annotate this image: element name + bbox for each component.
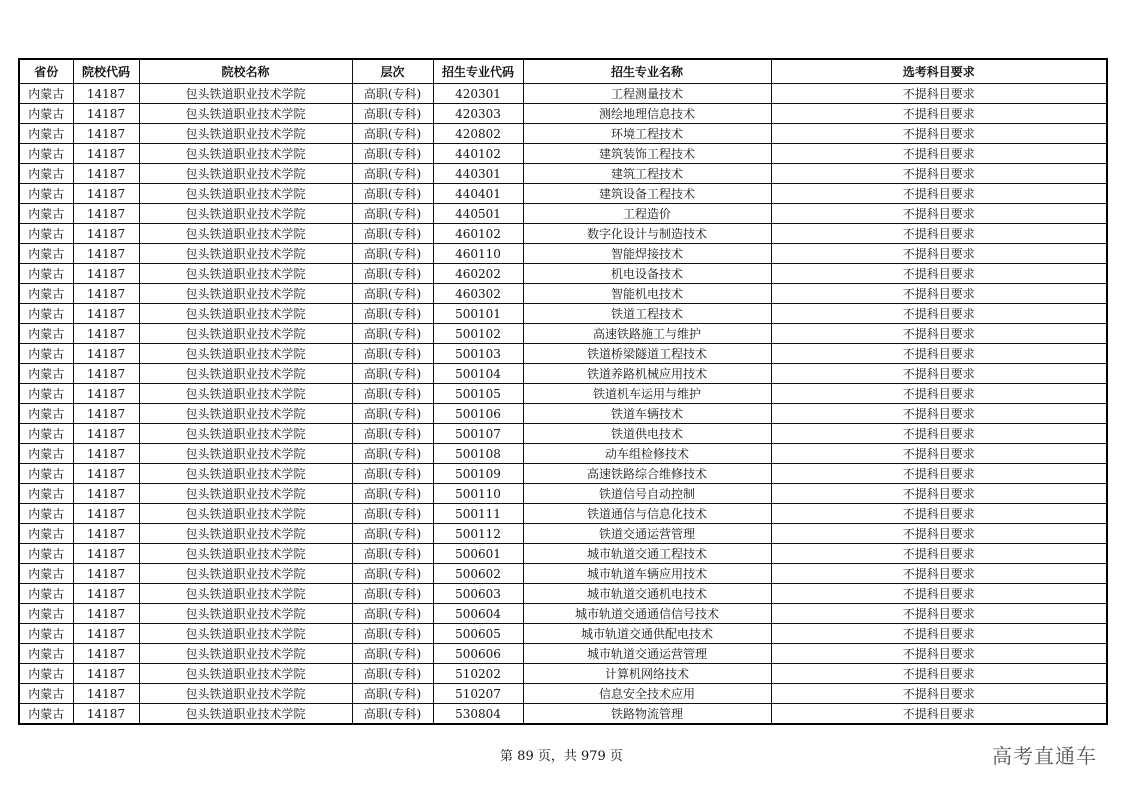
table-row bbox=[19, 304, 1107, 324]
cell-province: 内蒙古 bbox=[19, 584, 73, 604]
cell-school-code: 14187 bbox=[73, 224, 139, 244]
cell-school-code: 14187 bbox=[73, 264, 139, 284]
cell-school-code: 14187 bbox=[73, 644, 139, 664]
cell-level: 高职(专科) bbox=[352, 624, 433, 644]
cell-subject-requirement: 不提科目要求 bbox=[771, 644, 1107, 664]
cell-level: 高职(专科) bbox=[352, 84, 433, 104]
header-level: 层次 bbox=[352, 59, 433, 84]
cell-province: 内蒙古 bbox=[19, 184, 73, 204]
cell-major-code: 500108 bbox=[433, 444, 523, 464]
cell-province: 内蒙古 bbox=[19, 484, 73, 504]
cell-subject-requirement: 不提科目要求 bbox=[771, 304, 1107, 324]
cell-school-code: 14187 bbox=[73, 424, 139, 444]
cell-major-code: 500604 bbox=[433, 604, 523, 624]
cell-school-code: 14187 bbox=[73, 704, 139, 725]
cell-major-code: 500109 bbox=[433, 464, 523, 484]
cell-school-code: 14187 bbox=[73, 524, 139, 544]
cell-level: 高职(专科) bbox=[352, 684, 433, 704]
cell-major-name: 城市轨道交通工程技术 bbox=[523, 544, 771, 564]
cell-school-code: 14187 bbox=[73, 444, 139, 464]
cell-level: 高职(专科) bbox=[352, 284, 433, 304]
table-header-row bbox=[19, 59, 1107, 84]
cell-major-code: 500111 bbox=[433, 504, 523, 524]
cell-subject-requirement: 不提科目要求 bbox=[771, 184, 1107, 204]
cell-school-name: 包头铁道职业技术学院 bbox=[139, 184, 352, 204]
cell-school-code: 14187 bbox=[73, 464, 139, 484]
cell-province: 内蒙古 bbox=[19, 544, 73, 564]
watermark-logo: 高考直通车 bbox=[992, 744, 1097, 768]
cell-school-name: 包头铁道职业技术学院 bbox=[139, 444, 352, 464]
cell-major-code: 500112 bbox=[433, 524, 523, 544]
cell-subject-requirement: 不提科目要求 bbox=[771, 524, 1107, 544]
cell-major-name: 城市轨道车辆应用技术 bbox=[523, 564, 771, 584]
cell-major-code: 440401 bbox=[433, 184, 523, 204]
table-row bbox=[19, 684, 1107, 704]
table-row bbox=[19, 144, 1107, 164]
cell-province: 内蒙古 bbox=[19, 684, 73, 704]
cell-major-code: 460202 bbox=[433, 264, 523, 284]
cell-level: 高职(专科) bbox=[352, 464, 433, 484]
table-row bbox=[19, 624, 1107, 644]
table-row bbox=[19, 524, 1107, 544]
cell-school-code: 14187 bbox=[73, 564, 139, 584]
cell-school-name: 包头铁道职业技术学院 bbox=[139, 404, 352, 424]
cell-school-code: 14187 bbox=[73, 124, 139, 144]
cell-major-code: 500110 bbox=[433, 484, 523, 504]
cell-school-code: 14187 bbox=[73, 284, 139, 304]
cell-major-name: 数字化设计与制造技术 bbox=[523, 224, 771, 244]
cell-province: 内蒙古 bbox=[19, 644, 73, 664]
cell-subject-requirement: 不提科目要求 bbox=[771, 84, 1107, 104]
cell-school-code: 14187 bbox=[73, 684, 139, 704]
cell-level: 高职(专科) bbox=[352, 224, 433, 244]
table-row bbox=[19, 704, 1107, 725]
table-row bbox=[19, 324, 1107, 344]
cell-school-name: 包头铁道职业技术学院 bbox=[139, 104, 352, 124]
cell-school-name: 包头铁道职业技术学院 bbox=[139, 84, 352, 104]
cell-province: 内蒙古 bbox=[19, 324, 73, 344]
cell-province: 内蒙古 bbox=[19, 124, 73, 144]
cell-school-name: 包头铁道职业技术学院 bbox=[139, 524, 352, 544]
cell-major-code: 420303 bbox=[433, 104, 523, 124]
table-row bbox=[19, 384, 1107, 404]
cell-school-name: 包头铁道职业技术学院 bbox=[139, 464, 352, 484]
cell-major-name: 铁道供电技术 bbox=[523, 424, 771, 444]
table-row bbox=[19, 364, 1107, 384]
cell-subject-requirement: 不提科目要求 bbox=[771, 704, 1107, 725]
cell-level: 高职(专科) bbox=[352, 164, 433, 184]
cell-school-code: 14187 bbox=[73, 584, 139, 604]
table-row bbox=[19, 84, 1107, 104]
cell-subject-requirement: 不提科目要求 bbox=[771, 104, 1107, 124]
cell-major-name: 城市轨道交通运营管理 bbox=[523, 644, 771, 664]
cell-subject-requirement: 不提科目要求 bbox=[771, 664, 1107, 684]
cell-province: 内蒙古 bbox=[19, 464, 73, 484]
cell-level: 高职(专科) bbox=[352, 644, 433, 664]
cell-major-name: 智能机电技术 bbox=[523, 284, 771, 304]
cell-major-name: 铁道交通运营管理 bbox=[523, 524, 771, 544]
cell-level: 高职(专科) bbox=[352, 204, 433, 224]
cell-school-code: 14187 bbox=[73, 404, 139, 424]
cell-major-code: 420802 bbox=[433, 124, 523, 144]
cell-subject-requirement: 不提科目要求 bbox=[771, 204, 1107, 224]
cell-level: 高职(专科) bbox=[352, 264, 433, 284]
cell-school-name: 包头铁道职业技术学院 bbox=[139, 644, 352, 664]
cell-major-code: 500103 bbox=[433, 344, 523, 364]
cell-school-code: 14187 bbox=[73, 204, 139, 224]
cell-province: 内蒙古 bbox=[19, 524, 73, 544]
cell-major-name: 建筑工程技术 bbox=[523, 164, 771, 184]
cell-level: 高职(专科) bbox=[352, 424, 433, 444]
cell-school-name: 包头铁道职业技术学院 bbox=[139, 564, 352, 584]
cell-province: 内蒙古 bbox=[19, 564, 73, 584]
header-school-name: 院校名称 bbox=[139, 59, 352, 84]
table-row bbox=[19, 544, 1107, 564]
cell-province: 内蒙古 bbox=[19, 84, 73, 104]
cell-province: 内蒙古 bbox=[19, 284, 73, 304]
cell-subject-requirement: 不提科目要求 bbox=[771, 564, 1107, 584]
cell-school-name: 包头铁道职业技术学院 bbox=[139, 224, 352, 244]
cell-subject-requirement: 不提科目要求 bbox=[771, 364, 1107, 384]
table-row bbox=[19, 264, 1107, 284]
table-row bbox=[19, 504, 1107, 524]
page-number: 第 89 页，共 979 页 bbox=[500, 749, 623, 764]
cell-major-code: 500601 bbox=[433, 544, 523, 564]
cell-subject-requirement: 不提科目要求 bbox=[771, 544, 1107, 564]
table-row bbox=[19, 424, 1107, 444]
cell-level: 高职(专科) bbox=[352, 704, 433, 725]
cell-subject-requirement: 不提科目要求 bbox=[771, 504, 1107, 524]
cell-school-code: 14187 bbox=[73, 604, 139, 624]
cell-school-code: 14187 bbox=[73, 104, 139, 124]
cell-school-name: 包头铁道职业技术学院 bbox=[139, 664, 352, 684]
cell-subject-requirement: 不提科目要求 bbox=[771, 604, 1107, 624]
cell-major-code: 460102 bbox=[433, 224, 523, 244]
cell-level: 高职(专科) bbox=[352, 544, 433, 564]
cell-school-name: 包头铁道职业技术学院 bbox=[139, 344, 352, 364]
cell-province: 内蒙古 bbox=[19, 364, 73, 384]
header-province: 省份 bbox=[19, 59, 73, 84]
cell-subject-requirement: 不提科目要求 bbox=[771, 624, 1107, 644]
table-row bbox=[19, 664, 1107, 684]
cell-major-code: 500102 bbox=[433, 324, 523, 344]
cell-level: 高职(专科) bbox=[352, 184, 433, 204]
cell-subject-requirement: 不提科目要求 bbox=[771, 324, 1107, 344]
cell-level: 高职(专科) bbox=[352, 404, 433, 424]
cell-major-name: 计算机网络技术 bbox=[523, 664, 771, 684]
cell-major-code: 460110 bbox=[433, 244, 523, 264]
cell-level: 高职(专科) bbox=[352, 144, 433, 164]
cell-major-code: 440102 bbox=[433, 144, 523, 164]
table-row bbox=[19, 184, 1107, 204]
cell-level: 高职(专科) bbox=[352, 584, 433, 604]
cell-province: 内蒙古 bbox=[19, 384, 73, 404]
header-major-name: 招生专业名称 bbox=[523, 59, 771, 84]
cell-school-name: 包头铁道职业技术学院 bbox=[139, 584, 352, 604]
table-row bbox=[19, 584, 1107, 604]
cell-province: 内蒙古 bbox=[19, 344, 73, 364]
cell-level: 高职(专科) bbox=[352, 524, 433, 544]
cell-school-name: 包头铁道职业技术学院 bbox=[139, 504, 352, 524]
cell-school-name: 包头铁道职业技术学院 bbox=[139, 624, 352, 644]
cell-province: 内蒙古 bbox=[19, 624, 73, 644]
table-row bbox=[19, 224, 1107, 244]
cell-subject-requirement: 不提科目要求 bbox=[771, 164, 1107, 184]
table-row bbox=[19, 464, 1107, 484]
admission-table bbox=[18, 58, 1108, 725]
cell-major-name: 铁道桥梁隧道工程技术 bbox=[523, 344, 771, 364]
cell-subject-requirement: 不提科目要求 bbox=[771, 424, 1107, 444]
cell-school-name: 包头铁道职业技术学院 bbox=[139, 164, 352, 184]
table-row bbox=[19, 404, 1107, 424]
cell-school-name: 包头铁道职业技术学院 bbox=[139, 124, 352, 144]
cell-level: 高职(专科) bbox=[352, 564, 433, 584]
cell-province: 内蒙古 bbox=[19, 164, 73, 184]
table-row bbox=[19, 344, 1107, 364]
table-row bbox=[19, 644, 1107, 664]
cell-major-name: 城市轨道交通通信信号技术 bbox=[523, 604, 771, 624]
cell-subject-requirement: 不提科目要求 bbox=[771, 444, 1107, 464]
cell-major-name: 铁道养路机械应用技术 bbox=[523, 364, 771, 384]
cell-province: 内蒙古 bbox=[19, 604, 73, 624]
cell-subject-requirement: 不提科目要求 bbox=[771, 344, 1107, 364]
cell-level: 高职(专科) bbox=[352, 384, 433, 404]
cell-school-name: 包头铁道职业技术学院 bbox=[139, 204, 352, 224]
table-row bbox=[19, 284, 1107, 304]
cell-school-name: 包头铁道职业技术学院 bbox=[139, 424, 352, 444]
cell-subject-requirement: 不提科目要求 bbox=[771, 264, 1107, 284]
header-major-code: 招生专业代码 bbox=[433, 59, 523, 84]
cell-school-name: 包头铁道职业技术学院 bbox=[139, 324, 352, 344]
cell-subject-requirement: 不提科目要求 bbox=[771, 464, 1107, 484]
cell-major-name: 铁道车辆技术 bbox=[523, 404, 771, 424]
cell-major-name: 动车组检修技术 bbox=[523, 444, 771, 464]
cell-school-name: 包头铁道职业技术学院 bbox=[139, 704, 352, 725]
cell-major-name: 建筑装饰工程技术 bbox=[523, 144, 771, 164]
table-row bbox=[19, 104, 1107, 124]
cell-subject-requirement: 不提科目要求 bbox=[771, 384, 1107, 404]
cell-major-code: 510202 bbox=[433, 664, 523, 684]
cell-school-code: 14187 bbox=[73, 484, 139, 504]
cell-province: 内蒙古 bbox=[19, 104, 73, 124]
cell-province: 内蒙古 bbox=[19, 664, 73, 684]
cell-major-name: 建筑设备工程技术 bbox=[523, 184, 771, 204]
cell-school-name: 包头铁道职业技术学院 bbox=[139, 484, 352, 504]
cell-major-code: 440501 bbox=[433, 204, 523, 224]
cell-major-name: 环境工程技术 bbox=[523, 124, 771, 144]
table-row bbox=[19, 604, 1107, 624]
cell-major-name: 智能焊接技术 bbox=[523, 244, 771, 264]
cell-major-code: 500107 bbox=[433, 424, 523, 444]
cell-major-code: 460302 bbox=[433, 284, 523, 304]
cell-school-name: 包头铁道职业技术学院 bbox=[139, 364, 352, 384]
cell-province: 内蒙古 bbox=[19, 444, 73, 464]
cell-major-code: 500101 bbox=[433, 304, 523, 324]
cell-subject-requirement: 不提科目要求 bbox=[771, 224, 1107, 244]
cell-school-name: 包头铁道职业技术学院 bbox=[139, 264, 352, 284]
cell-school-code: 14187 bbox=[73, 384, 139, 404]
table-row bbox=[19, 564, 1107, 584]
cell-province: 内蒙古 bbox=[19, 204, 73, 224]
cell-major-name: 测绘地理信息技术 bbox=[523, 104, 771, 124]
cell-school-name: 包头铁道职业技术学院 bbox=[139, 384, 352, 404]
cell-major-name: 信息安全技术应用 bbox=[523, 684, 771, 704]
cell-school-name: 包头铁道职业技术学院 bbox=[139, 604, 352, 624]
table-row bbox=[19, 244, 1107, 264]
cell-subject-requirement: 不提科目要求 bbox=[771, 484, 1107, 504]
cell-subject-requirement: 不提科目要求 bbox=[771, 284, 1107, 304]
cell-school-code: 14187 bbox=[73, 244, 139, 264]
cell-major-code: 440301 bbox=[433, 164, 523, 184]
table-row bbox=[19, 164, 1107, 184]
cell-level: 高职(专科) bbox=[352, 244, 433, 264]
cell-major-code: 500605 bbox=[433, 624, 523, 644]
cell-subject-requirement: 不提科目要求 bbox=[771, 144, 1107, 164]
table-body bbox=[19, 84, 1107, 725]
cell-level: 高职(专科) bbox=[352, 664, 433, 684]
cell-school-name: 包头铁道职业技术学院 bbox=[139, 144, 352, 164]
table-row bbox=[19, 484, 1107, 504]
cell-level: 高职(专科) bbox=[352, 444, 433, 464]
header-school-code: 院校代码 bbox=[73, 59, 139, 84]
table-row bbox=[19, 124, 1107, 144]
cell-level: 高职(专科) bbox=[352, 604, 433, 624]
cell-level: 高职(专科) bbox=[352, 484, 433, 504]
cell-subject-requirement: 不提科目要求 bbox=[771, 124, 1107, 144]
cell-school-code: 14187 bbox=[73, 84, 139, 104]
cell-subject-requirement: 不提科目要求 bbox=[771, 684, 1107, 704]
cell-province: 内蒙古 bbox=[19, 424, 73, 444]
cell-major-name: 工程造价 bbox=[523, 204, 771, 224]
cell-level: 高职(专科) bbox=[352, 104, 433, 124]
cell-major-name: 高速铁路综合维修技术 bbox=[523, 464, 771, 484]
header-subject-requirement: 选考科目要求 bbox=[771, 59, 1107, 84]
cell-school-name: 包头铁道职业技术学院 bbox=[139, 304, 352, 324]
cell-major-name: 高速铁路施工与维护 bbox=[523, 324, 771, 344]
cell-level: 高职(专科) bbox=[352, 124, 433, 144]
cell-major-name: 铁道通信与信息化技术 bbox=[523, 504, 771, 524]
cell-school-code: 14187 bbox=[73, 364, 139, 384]
cell-major-name: 城市轨道交通供配电技术 bbox=[523, 624, 771, 644]
cell-major-code: 510207 bbox=[433, 684, 523, 704]
table-row bbox=[19, 204, 1107, 224]
cell-province: 内蒙古 bbox=[19, 244, 73, 264]
cell-major-name: 铁道机车运用与维护 bbox=[523, 384, 771, 404]
cell-major-name: 铁路物流管理 bbox=[523, 704, 771, 725]
cell-level: 高职(专科) bbox=[352, 324, 433, 344]
cell-subject-requirement: 不提科目要求 bbox=[771, 404, 1107, 424]
cell-major-name: 城市轨道交通机电技术 bbox=[523, 584, 771, 604]
cell-major-code: 420301 bbox=[433, 84, 523, 104]
cell-province: 内蒙古 bbox=[19, 304, 73, 324]
cell-school-code: 14187 bbox=[73, 664, 139, 684]
cell-level: 高职(专科) bbox=[352, 504, 433, 524]
cell-school-code: 14187 bbox=[73, 624, 139, 644]
cell-major-code: 500105 bbox=[433, 384, 523, 404]
cell-school-code: 14187 bbox=[73, 544, 139, 564]
cell-level: 高职(专科) bbox=[352, 304, 433, 324]
cell-major-name: 机电设备技术 bbox=[523, 264, 771, 284]
cell-province: 内蒙古 bbox=[19, 264, 73, 284]
cell-province: 内蒙古 bbox=[19, 144, 73, 164]
cell-school-code: 14187 bbox=[73, 304, 139, 324]
cell-school-code: 14187 bbox=[73, 504, 139, 524]
cell-province: 内蒙古 bbox=[19, 504, 73, 524]
cell-school-code: 14187 bbox=[73, 144, 139, 164]
cell-school-code: 14187 bbox=[73, 164, 139, 184]
cell-school-name: 包头铁道职业技术学院 bbox=[139, 284, 352, 304]
cell-major-name: 工程测量技术 bbox=[523, 84, 771, 104]
cell-school-name: 包头铁道职业技术学院 bbox=[139, 244, 352, 264]
cell-school-code: 14187 bbox=[73, 324, 139, 344]
cell-school-code: 14187 bbox=[73, 344, 139, 364]
cell-major-code: 500606 bbox=[433, 644, 523, 664]
cell-subject-requirement: 不提科目要求 bbox=[771, 584, 1107, 604]
cell-major-code: 500104 bbox=[433, 364, 523, 384]
cell-level: 高职(专科) bbox=[352, 364, 433, 384]
cell-school-code: 14187 bbox=[73, 184, 139, 204]
cell-major-code: 500106 bbox=[433, 404, 523, 424]
cell-subject-requirement: 不提科目要求 bbox=[771, 244, 1107, 264]
cell-school-name: 包头铁道职业技术学院 bbox=[139, 684, 352, 704]
cell-level: 高职(专科) bbox=[352, 344, 433, 364]
cell-major-code: 530804 bbox=[433, 704, 523, 725]
cell-province: 内蒙古 bbox=[19, 704, 73, 725]
cell-major-name: 铁道工程技术 bbox=[523, 304, 771, 324]
cell-school-name: 包头铁道职业技术学院 bbox=[139, 544, 352, 564]
cell-major-code: 500603 bbox=[433, 584, 523, 604]
cell-province: 内蒙古 bbox=[19, 224, 73, 244]
cell-major-name: 铁道信号自动控制 bbox=[523, 484, 771, 504]
table-row bbox=[19, 444, 1107, 464]
cell-major-code: 500602 bbox=[433, 564, 523, 584]
cell-province: 内蒙古 bbox=[19, 404, 73, 424]
